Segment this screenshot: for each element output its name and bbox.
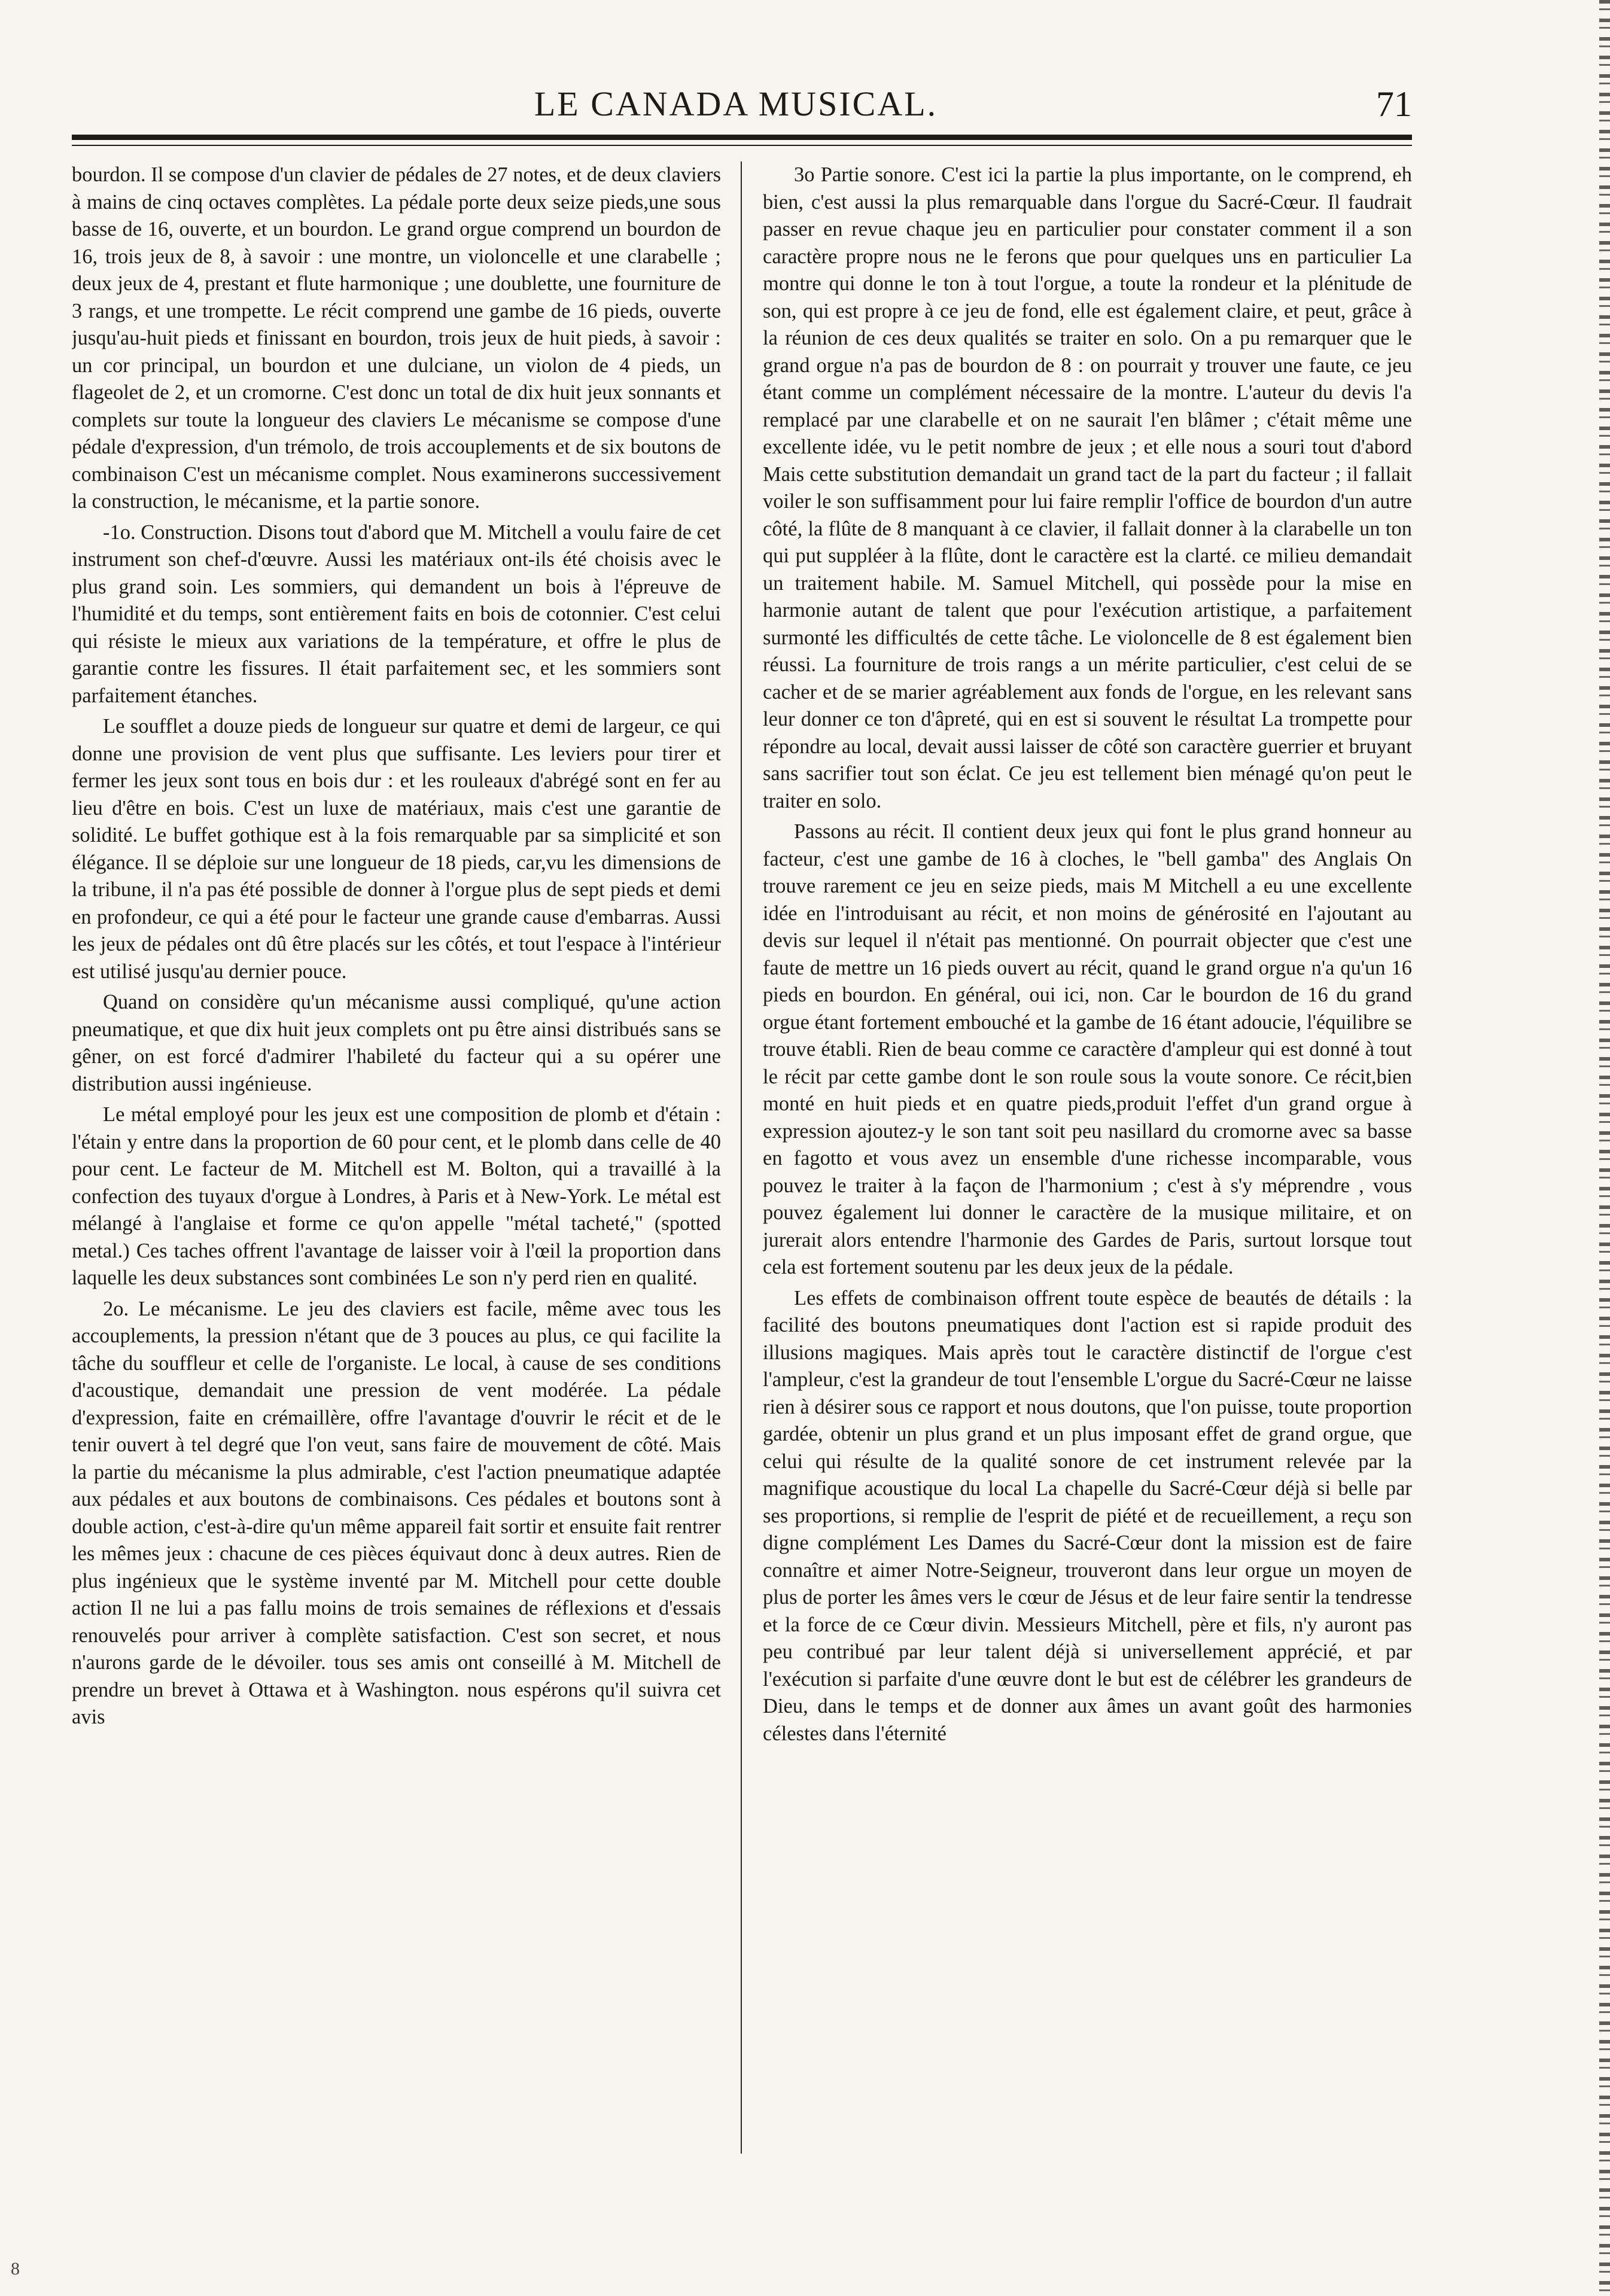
left-column (72, 162, 721, 2255)
header-rule-thin (72, 145, 1412, 146)
corner-mark: 8 (11, 2259, 20, 2279)
paragraph: Les effets de combinaison offrent toute espèce de beautés de détails : la facilité des boutons pneumatiques dont l'action est si rapide produit des illusions magiques. Mais après tout le caractère distinctif de l'orgue c'est l'ampleur, c'est la grandeur de tout l'ensemble L'orgue du Sacré-Cœur ne laisse rien à désirer sous ce rapport et nous doutons, que l'on puisse, toute proportion gardée, obtenir un plus grand et un plus imposant effet de grand orgue, que celui qui résulte de la qualité sonore de cet instrument relevée par la magnifique acoustique du local La chapelle du Sacré-Cœur déjà si belle par ses proportions, si remplie de l'esprit de piété et de recueillement, a reçu son digne complément Les Dames du Sacré-Cœur dont la mission est de faire connaître et aimer Notre-Seigneur, trouveront dans leur orgue un moyen de plus de porter les âmes vers le cœur de Jésus et de leur faire sentir la tendresse et la force de ce Cœur divin. Messieurs Mitchell, père et fils, n'y auront pas peu contribué par leur talent déjà si universellement apprécié, et par l'exécution si parfaite d'une œuvre dont le but est de célébrer les grandeurs de Dieu, dans le temps et de donner aux âmes un avant goût des harmonies célestes dans l'éternité (763, 1286, 1412, 1745)
paragraph: Quand on considère qu'un mécanisme aussi compliqué, qu'une action pneumatique, et que dix huit jeux complets ont pu être ainsi distribués sans se gêner, on est forcé d'admirer l'habileté du facteur qui a su opérer une distribution aussi ingénieuse. (72, 991, 721, 1095)
paragraph: 2o. Le mécanisme. Le jeu des claviers est facile, même avec tous les accouplements, la pression n'étant que de 3 pouces au plus, ce qui facilite la tâche du souffleur et celle de l'organiste. Le local, à cause de ses conditions d'acoustique, demandait une pression de vent modérée. La pédale d'expression, faite en crémaillère, offre l'avantage d'ouvrir le récit et de le tenir ouvert à tel degré que l'on veut, sans faire de mouvement de côté. Mais la partie du mécanisme la plus admirable, c'est l'action pneumatique adaptée aux pédales et aux boutons de combinaisons. Ces pédales et boutons sont à double action, c'est-à-dire qu'un même appareil fait sortir et ensuite fait rentrer les mêmes jeux : chacune de ces pièces équivaut donc à deux autres. Rien de plus ingénieux que le système inventé par M. Mitchell pour cette double action Il ne lui a pas fallu moins de trois semaines de réflexions et d'essais renouvelés pour arriver à complète satisfaction. C'est son secret, et nous n'aurons garde de le dévoiler. tous ses amis ont conseillé à M. Mitchell de prendre un brevet à Ottawa et à Washington. nous espérons qu'il suivra cet avis (72, 1297, 721, 1728)
paragraph: bourdon. Il se compose d'un clavier de pédales de 27 notes, et de deux claviers à mains de cinq octaves complètes. La pédale porte deux seize pieds,une sous basse de 16, ouverte, et un bourdon. Le grand orgue comprend un bourdon de 16, trois jeux de 8, à savoir : une montre, un violoncelle et une clarabelle ; deux jeux de 4, prestant et flute harmonique ; une doublette, une fourniture de 3 rangs, et une trompette. Le récit comprend une gambe de 16 pieds, ouverte jusqu'au-huit pieds et finissant en bourdon, trois jeux de huit pieds, à savoir : un cor principal, un bourdon et une dulciane, un violon de 4 pieds, un flageolet de 2, et un cromorne. C'est donc un total de dix huit jeux sonnants et complets sur toute la longueur des claviers Le mécanisme se compose d'une pédale d'expression, d'un trémolo, de trois accouplements et de six boutons de combinaison C'est un mécanisme complet. Nous examinerons successivement la construction, le mécanisme, et la partie sonore. (72, 163, 721, 513)
paragraph: 3o Partie sonore. C'est ici la partie la plus importante, on le comprend, eh bien, c'est aussi la plus remarquable dans l'orgue du Sacré-Cœur. Il faudrait passer en revue chaque jeu en particulier pour constater comment il a son caractère propre nous ne le ferons que pour quelques uns en particulier La montre qui donne le ton à tout l'orgue, a toute la rondeur et la plénitude de son, qui est propre à ce jeu de fond, elle est également claire, et peut, grâce à la réunion de ces deux qualités se traiter en solo. On a pu remarquer que le grand orgue n'a pas de bourdon de 8 : on pourrait y trouver une faute, ce jeu étant comme un complément nécessaire de la montre. L'auteur du devis l'a remplacé par une clarabelle et on ne saurait l'en blâmer ; c'était même une excellente idée, vu le petit nombre de jeux ; et elle nous a souri tout d'abord Mais cette substitution demandait un grand tact de la part du facteur ; il fallait voiler le son suffisamment pour lui faire remplir l'office de bourdon d'un autre côté, la flûte de 8 manquant à ce clavier, il fallait donner à la clarabelle un ton qui put suppléer à la flûte, dont le caractère est la clarté. ce milieu demandait un traitement habile. M. Samuel Mitchell, qui possède pour la mise en harmonie autant de talent que pour l'exécution artistique, a parfaitement surmonté les difficultés de cette tâche. Le violoncelle de 8 est également bien réussi. La fourniture de trois rangs a un mérite particulier, c'est celui de se cacher et de se marier agréablement aux fonds de l'orgue, en les relevant sans leur donner ce ton d'âpreté, qui en est si souvent le résultat La trompette pour répondre au local, devait aussi laisser de côté son caractère guerrier et bruyant sans sacrifier tout son éclat. Ce jeu est tellement bien ménagé qu'on peut le traiter en solo. (763, 163, 1412, 812)
page-header (72, 78, 1412, 132)
header-rule-thick (72, 135, 1412, 140)
paragraph: Passons au récit. Il contient deux jeux qui font le plus grand honneur au facteur, c'est une gambe de 16 à cloches, le "bell gamba" des Anglais On trouve rarement ce jeu en seize pieds, mais M Mitchell a eu une excellente idée en l'introduisant au récit, et non moins de générosité en l'ajoutant au devis sur lequel il n'était pas mentionné. On pourrait objecter que c'est une faute de mettre un 16 pieds ouvert au récit, quand le grand orgue n'a qu'un 16 pieds en bourdon. En général, oui ici, non. Car le bourdon de 16 du grand orgue étant fortement embouché et la gambe de 16 étant adoucie, l'équilibre se trouve établi. Rien de beau comme ce caractère d'ampleur qui est donné à tout le récit par cette gambe dont le son roule sous la voute sonore. Ce récit,bien monté en huit pieds et en quatre pieds,produit l'effet d'un grand orgue à expression ajoutez-y le son tant soit peu nasillard du cromorne avec sa basse en fagotto et vous avez un ensemble d'une richesse incomparable, vous pouvez le traiter à la façon de l'harmonium ; c'est à s'y méprendre , vous pouvez également lui donner le caractère de la musique militaire, et on jurerait alors entendre l'harmonie des Gardes de Paris, surtout lorsque tout cela est fortement soutenu par les deux jeux de la pédale. (763, 820, 1412, 1278)
scan-edge-noise (1599, 0, 1610, 2296)
right-column (763, 162, 1412, 2255)
publication-title: LE CANADA MUSICAL. (534, 84, 938, 123)
paragraph: -1o. Construction. Disons tout d'abord que M. Mitchell a voulu faire de cet instrument son chef-d'œuvre. Aussi les matériaux ont-ils été choisis avec le plus grand soin. Les sommiers, qui demandent un bois à l'épreuve de l'humidité et du temps, sont entièrement faits en bois de cotonnier. C'est celui qui résiste le mieux aux variations de la température, et offre le plus de garantie contre les fissures. Il était parfaitement sec, et les sommiers sont parfaitement étanches. (72, 520, 721, 707)
page-number: 71 (1376, 84, 1412, 124)
paragraph: Le métal employé pour les jeux est une composition de plomb et d'étain : l'étain y entre dans la proportion de 60 pour cent, et le plomb dans celle de 40 pour cent. Le facteur de M. Mitchell est M. Bolton, qui a travaillé à la confection des tuyaux d'orgue à Londres, à Paris et à New-York. Le métal est mélangé à l'anglaise et forme ce qu'on appelle "métal tacheté," (spotted metal.) Ces taches offrent l'avantage de laisser voir à l'œil la proportion dans laquelle les deux substances sont combinées Le son n'y perd rien en qualité. (72, 1103, 721, 1289)
column-divider (741, 162, 742, 2154)
paragraph: Le soufflet a douze pieds de longueur sur quatre et demi de largeur, ce qui donne une provision de vent plus que suffisante. Les leviers pour tirer et fermer les jeux sont tous en bois dur : et les rouleaux d'abrégé sont en fer au lieu d'être en bois. C'est un luxe de matériaux, mais c'est une garantie de solidité. Le buffet gothique est à la fois remarquable par sa simplicité et son élégance. Il se déploie sur une longueur de 18 pieds, car,vu les dimensions de la tribune, il n'a pas été possible de donner à l'orgue plus de sept pieds et demi en profondeur, ce qui a été pour le facteur une grande cause d'embarras. Aussi les jeux de pédales ont dû être placés sur les côtés, et tout l'espace à l'intérieur est utilisé jusqu'au dernier pouce. (72, 715, 721, 983)
